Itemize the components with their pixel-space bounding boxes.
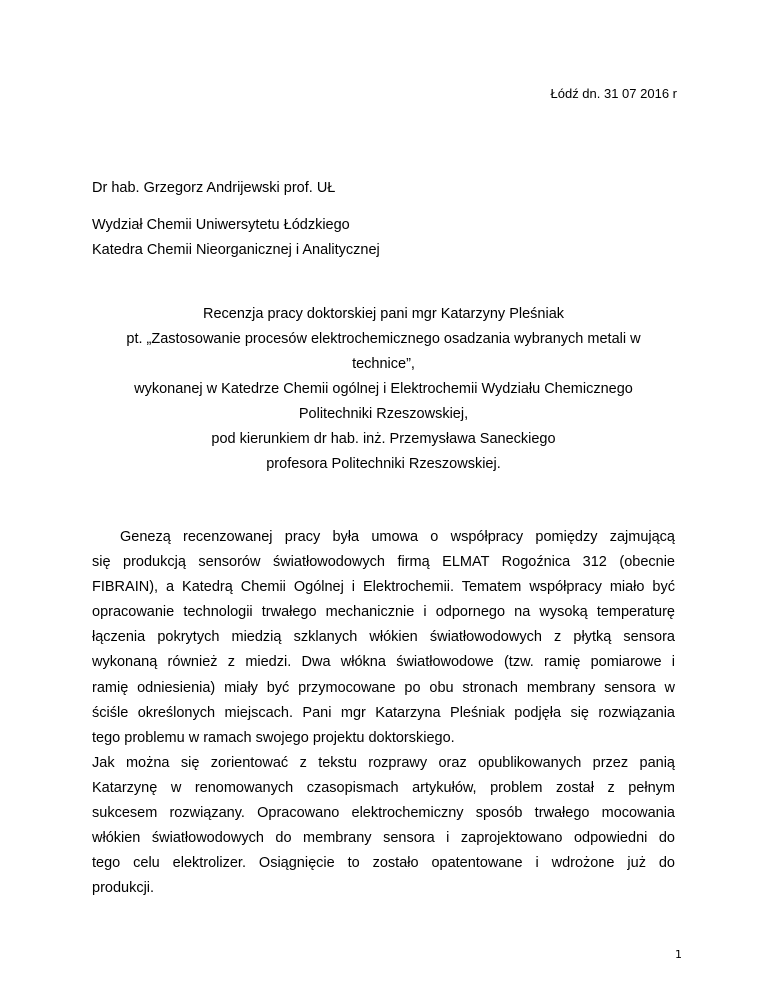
- paragraph-line: sukcesem rozwiązany. Opracowano elektrochemiczny sposób trwałego mocowania: [92, 805, 675, 822]
- page-number: 1: [675, 948, 682, 961]
- paragraph-line: się produkcją sensorów światłowodowych firmą ELMAT Rogoźnica 312 (obecnie: [92, 554, 675, 571]
- paragraph-line: wykonaną również z miedzi. Dwa włókna światłowodowe (tzw. ramię pomiarowe i: [92, 654, 675, 671]
- paragraph-line: Katarzynę w renomowanych czasopismach artykułów, problem został z pełnym: [92, 779, 675, 796]
- paragraph-line: tego problemu w ramach swojego projektu doktorskiego.: [92, 729, 455, 746]
- paragraph-line: tego celu elektrolizer. Osiągnięcie to zostało opatentowane i wdrożone już do: [92, 855, 675, 872]
- paragraph-line: opracowanie technologii trwałego mechanicznie i odpornego na wysoką temperaturę: [92, 604, 675, 621]
- review-title-line: wykonanej w Katedrze Chemii ogólnej i Elektrochemii Wydziału Chemicznego: [134, 381, 633, 397]
- review-title-line: Recenzja pracy doktorskiej pani mgr Katarzyny Pleśniak: [202, 306, 565, 322]
- document-date: Łódź dn. 31 07 2016 r: [550, 86, 677, 101]
- paragraph-line: produkcji.: [92, 880, 155, 897]
- paragraph-line: FIBRAIN), a Katedrą Chemii Ogólnej i Elektrochemii. Tematem współpracy miało być: [92, 579, 675, 596]
- review-title-line: Politechniki Rzeszowskiej,: [298, 406, 469, 422]
- review-title-line: profesora Politechniki Rzeszowskiej.: [266, 456, 501, 472]
- author-department: Katedra Chemii Nieorganicznej i Analitycznej: [92, 242, 380, 258]
- paragraph-line: łączenia pokrytych miedzią szklanych włókien światłowodowych z płytką sensora: [92, 629, 675, 646]
- body-text: [92, 525, 675, 901]
- paragraph-line: ściśle określonych miejscach. Pani mgr Katarzyna Pleśniak podjęła się rozwiązania: [92, 704, 675, 721]
- paragraph-line: Genezą recenzowanej pracy była umowa o współpracy pomiędzy zajmującą: [120, 529, 675, 545]
- paragraph-line: ramię odniesienia) miały być przymocowane po obu stronach membrany sensora w: [92, 679, 675, 696]
- author-name: Dr hab. Grzegorz Andrijewski prof. UŁ: [92, 180, 336, 196]
- review-title-line: pod kierunkiem dr hab. inż. Przemysława Saneckiego: [211, 431, 556, 447]
- review-title-line: pt. „Zastosowanie procesów elektrochemicznego osadzania wybranych metali w: [126, 331, 641, 347]
- paragraph-line: włókien światłowodowych do membrany sensora i zaprojektowano odpowiedni do: [92, 830, 675, 847]
- review-title-line: technice”,: [352, 356, 415, 372]
- review-title: [92, 302, 675, 477]
- paragraph-line: Jak można się zorientować z tekstu rozprawy oraz opublikowanych przez panią: [92, 754, 675, 771]
- author-faculty: Wydział Chemii Uniwersytetu Łódzkiego: [92, 217, 350, 233]
